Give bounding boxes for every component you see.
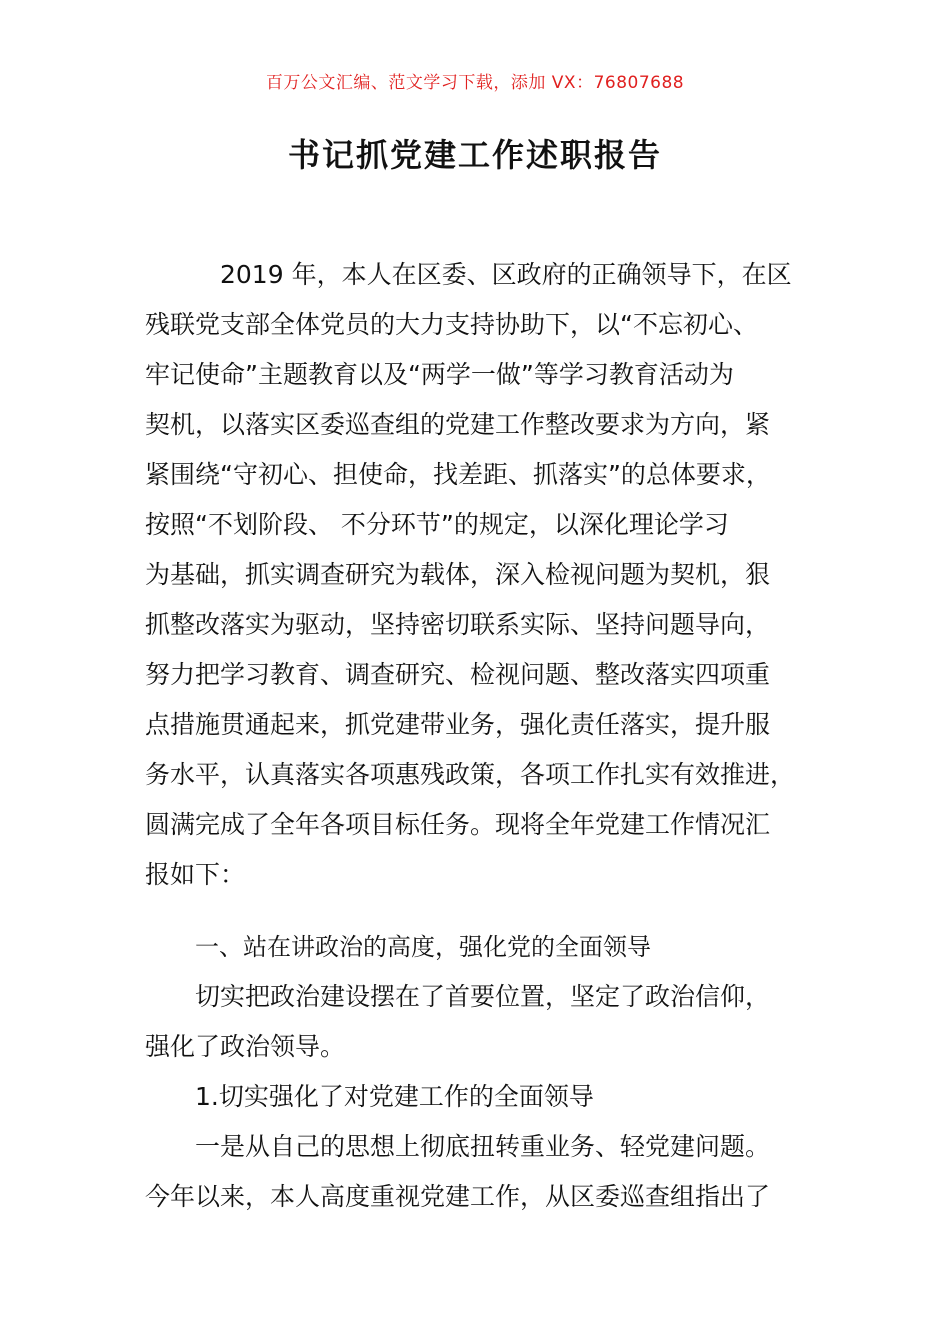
subsection-heading: 1.切实强化了对党建工作的全面领导 bbox=[195, 1082, 594, 1111]
paragraph-political bbox=[145, 972, 810, 1072]
text-line: 切实把政治建设摆在了首要位置，坚定了政治信仰， bbox=[195, 982, 771, 1011]
text-line: 强化了政治领导。 bbox=[145, 1032, 346, 1061]
text-line: 2019 年，本人在区委、区政府的正确领导下，在区 bbox=[220, 260, 792, 289]
text-line: 牢记使命”主题教育以及“两学一做”等学习教育活动为 bbox=[145, 360, 734, 389]
text-line: 今年以来，本人高度重视党建工作，从区委巡查组指出了 bbox=[145, 1182, 771, 1211]
document-body bbox=[145, 250, 810, 1222]
text-line: 契机，以落实区委巡查组的党建工作整改要求为方向，紧 bbox=[145, 410, 771, 439]
text-line: 报如下： bbox=[145, 860, 246, 889]
text-line: 按照“不划阶段、 不分环节”的规定，以深化理论学习 bbox=[145, 510, 729, 539]
paragraph-intro bbox=[145, 250, 810, 900]
paragraph-spacer bbox=[145, 900, 810, 922]
text-line: 紧围绕“守初心、担使命，找差距、抓落实”的总体要求， bbox=[145, 460, 771, 489]
text-line: 为基础，抓实调查研究为载体，深入检视问题为契机，狠 bbox=[145, 560, 771, 589]
paragraph-point-one bbox=[145, 1122, 810, 1222]
text-line: 残联党支部全体党员的大力支持协助下，以“不忘初心、 bbox=[145, 310, 758, 339]
text-line: 务水平，认真落实各项惠残政策，各项工作扎实有效推进， bbox=[145, 760, 796, 789]
text-line: 努力把学习教育、调查研究、检视问题、整改落实四项重 bbox=[145, 660, 771, 689]
document-title: 书记抓党建工作述职报告 bbox=[287, 136, 662, 174]
text-line: 圆满完成了全年各项目标任务。现将全年党建工作情况汇 bbox=[145, 810, 771, 839]
section-heading: 一、站在讲政治的高度，强化党的全面领导 bbox=[195, 933, 651, 961]
watermark-header: 百万公文汇编、范文学习下载，添加 VX：76807688 bbox=[265, 73, 685, 93]
text-line: 一是从自己的思想上彻底扭转重业务、轻党建问题。 bbox=[195, 1132, 771, 1161]
text-line: 点措施贯通起来，抓党建带业务，强化责任落实，提升服 bbox=[145, 710, 771, 739]
text-line: 抓整改落实为驱动，坚持密切联系实际、坚持问题导向， bbox=[145, 610, 771, 639]
